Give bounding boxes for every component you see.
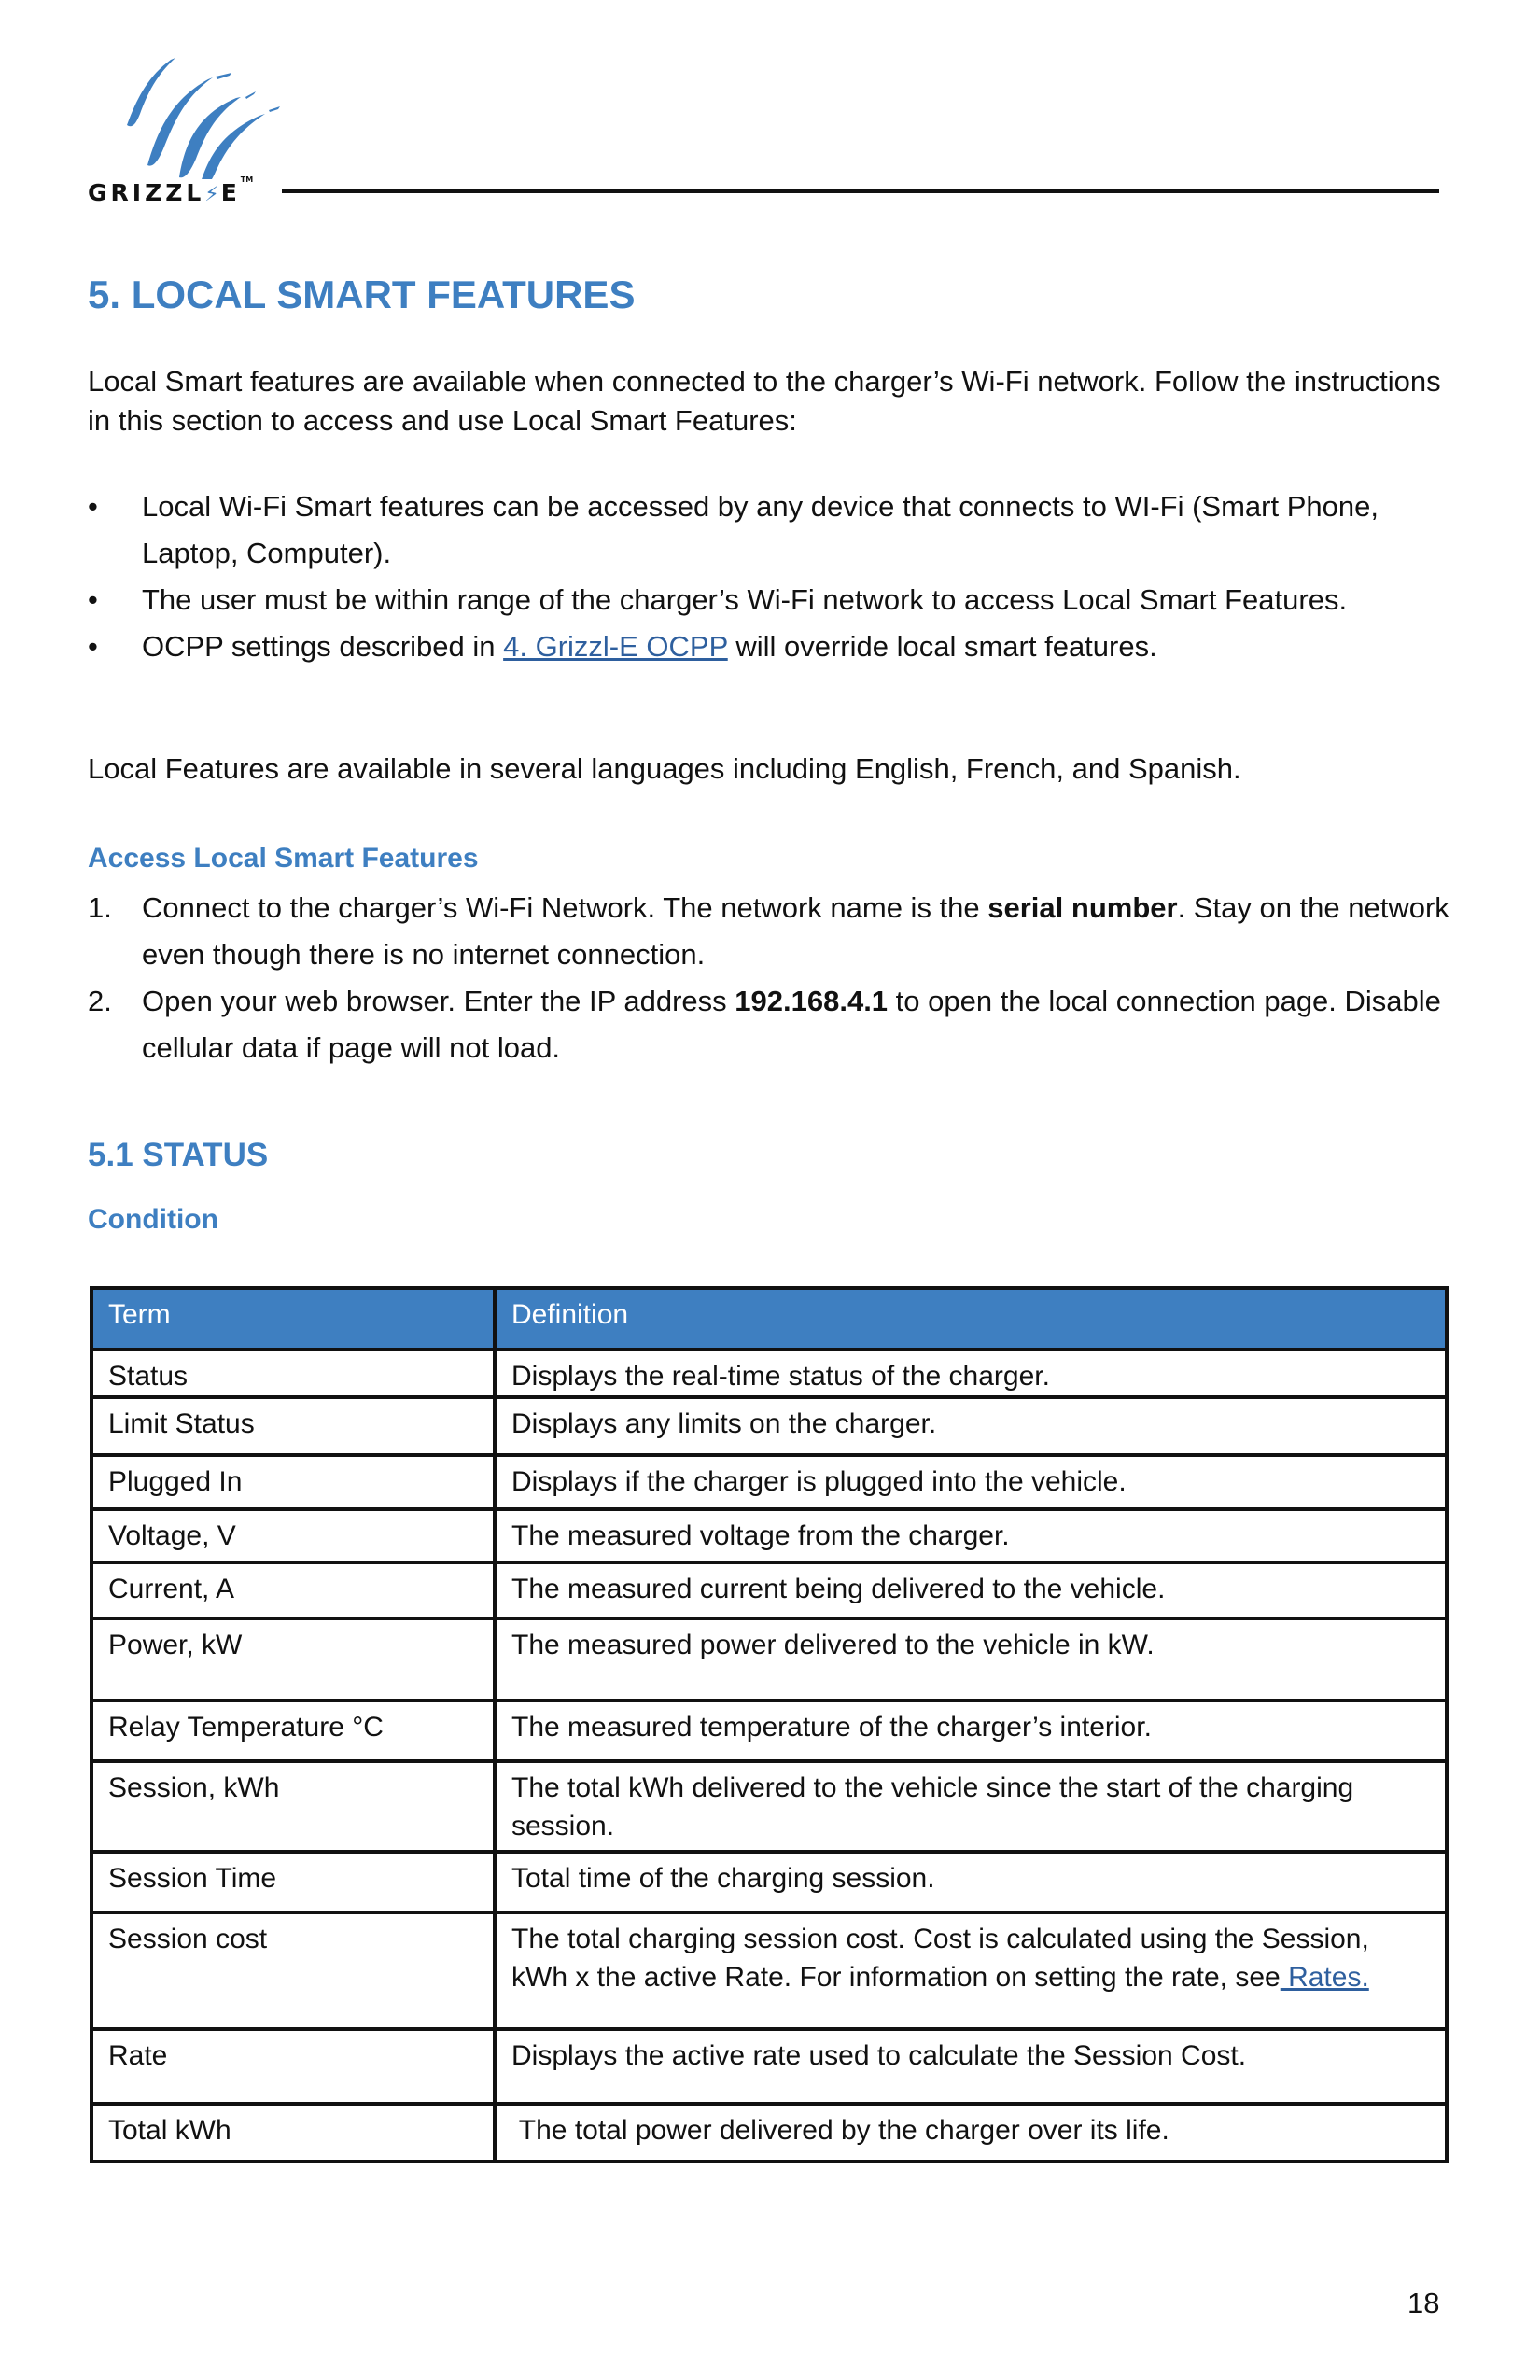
bullet-item: • OCPP settings described in 4. Grizzl-E OCPP will override local smart features.: [88, 630, 1157, 663]
step-item: 1. Connect to the charger’s Wi-Fi Network. The network name is the serial number. Stay on the network even though there is no internet connection.: [88, 891, 1449, 971]
table-header-row: [91, 1288, 1447, 1350]
brand-wordmark: GRIZZL⚡E™: [88, 175, 254, 206]
definition-cell: Displays the real-time status of the charger.: [495, 1350, 1447, 1397]
definition-cell: The total kWh delivered to the vehicle since the start of the charging session.: [495, 1761, 1447, 1852]
access-steps-list: [88, 885, 1460, 1071]
table-row: [91, 1562, 1447, 1618]
intro-paragraph: Local Smart features are available when connected to the charger’s Wi-Fi network. Follow the instructions in this section to access and use Local Smart Features:: [88, 365, 1441, 437]
term-cell: Status: [91, 1350, 495, 1397]
table-row: [91, 1509, 1447, 1562]
table-row: [91, 1350, 1447, 1397]
definition-cell: The measured temperature of the charger’s interior.: [495, 1701, 1447, 1761]
access-heading: Access Local Smart Features: [88, 843, 479, 874]
section-title: 5. LOCAL SMART FEATURES: [88, 273, 636, 316]
definition-cell: The total charging session cost. Cost is calculated using the Session, kWh x the active Rate. For information on setting the rate, see Rates.: [495, 1912, 1447, 2029]
rates-link[interactable]: Rates.: [1280, 1962, 1369, 1993]
ocpp-section-link[interactable]: 4. Grizzl-E OCPP: [503, 630, 728, 663]
table-row: [91, 1852, 1447, 1912]
status-terms-table: [90, 1286, 1449, 2163]
table-row: [91, 1761, 1447, 1852]
claw-marks-icon: [82, 49, 287, 179]
table-row: [91, 1455, 1447, 1509]
definition-cell: The measured voltage from the charger.: [495, 1509, 1447, 1562]
term-cell: Current, A: [91, 1562, 495, 1618]
grizzl-e-logo: [82, 49, 287, 212]
table-row: [91, 1618, 1447, 1701]
bullet-item: • The user must be within range of the charger’s Wi-Fi network to access Local Smart Features.: [88, 583, 1348, 616]
column-header-term: Term: [91, 1288, 495, 1350]
bullet-item: • Local Wi-Fi Smart features can be accessed by any device that connects to WI-Fi (Smart Phone, Laptop, Computer).: [88, 490, 1379, 569]
definition-cell: Displays any limits on the charger.: [495, 1397, 1447, 1455]
table-row: [91, 1397, 1447, 1455]
term-cell: Voltage, V: [91, 1509, 495, 1562]
term-cell: Power, kW: [91, 1618, 495, 1701]
term-cell: Relay Temperature °C: [91, 1701, 495, 1761]
page-number: 18: [1407, 2287, 1440, 2319]
step-item: 2. Open your web browser. Enter the IP address 192.168.4.1 to open the local connection page. Disable cellular data if page will not load.: [88, 985, 1441, 1064]
definition-cell: The measured power delivered to the vehicle in kW.: [495, 1618, 1447, 1701]
term-cell: Limit Status: [91, 1397, 495, 1455]
languages-note: Local Features are available in several languages including English, French, and Spanish.: [88, 752, 1241, 785]
definition-cell: Displays if the charger is plugged into the vehicle.: [495, 1455, 1447, 1509]
term-cell: Total kWh: [91, 2104, 495, 2162]
header-divider: [282, 189, 1439, 193]
term-cell: Session Time: [91, 1852, 495, 1912]
table-row: [91, 1912, 1447, 2029]
condition-subheading: Condition: [88, 1204, 218, 1235]
definition-cell: Displays the active rate used to calculate the Session Cost.: [495, 2029, 1447, 2104]
term-cell: Rate: [91, 2029, 495, 2104]
term-cell: Session, kWh: [91, 1761, 495, 1852]
table-row: [91, 2029, 1447, 2104]
term-cell: Session cost: [91, 1912, 495, 2029]
table-row: [91, 2104, 1447, 2162]
definition-cell: The total power delivered by the charger over its life.: [495, 2104, 1447, 2162]
table-row: [91, 1701, 1447, 1761]
status-heading: 5.1 STATUS: [88, 1137, 269, 1173]
definition-cell: The measured current being delivered to the vehicle.: [495, 1562, 1447, 1618]
lightning-bolt-icon: ⚡: [204, 183, 221, 206]
column-header-definition: Definition: [495, 1288, 1447, 1350]
definition-cell: Total time of the charging session.: [495, 1852, 1447, 1912]
term-cell: Plugged In: [91, 1455, 495, 1509]
feature-bullet-list: [88, 483, 1450, 670]
